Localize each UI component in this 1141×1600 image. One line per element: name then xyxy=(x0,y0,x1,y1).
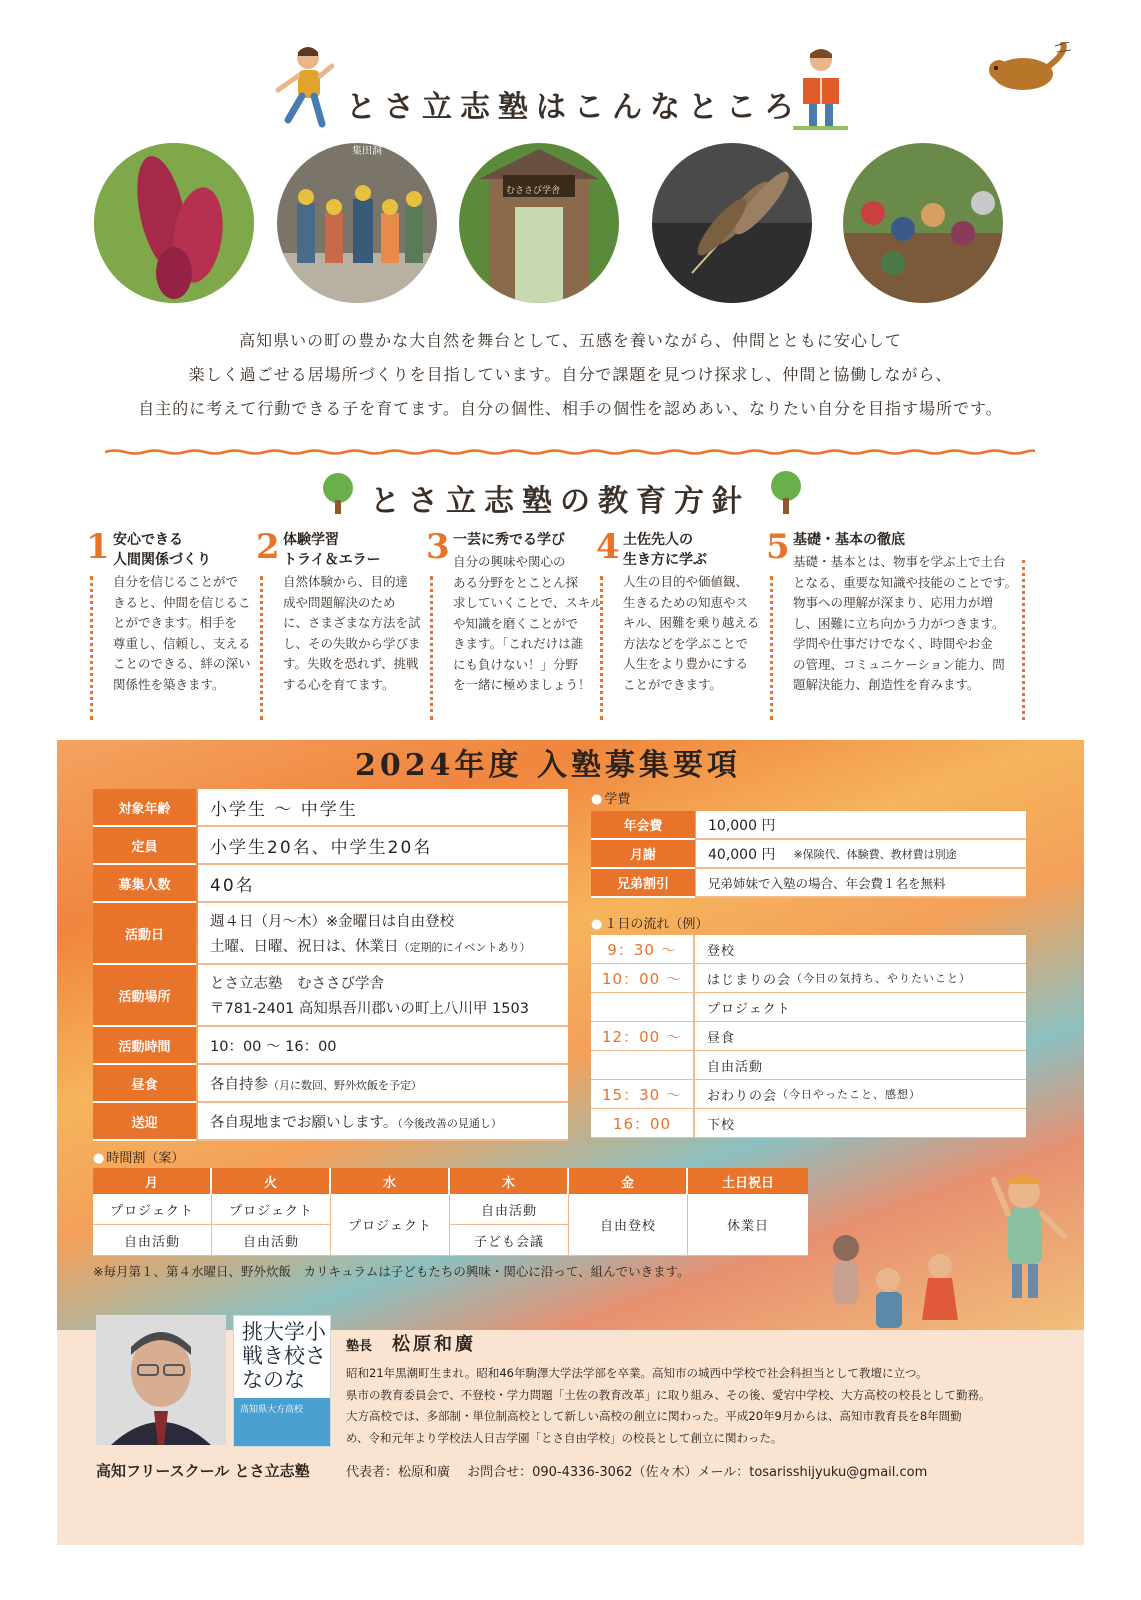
row-label-transport: 送迎 xyxy=(93,1103,196,1141)
wavy-divider xyxy=(105,449,1035,455)
row-label-openings: 募集人数 xyxy=(93,865,196,903)
policy-left-dots xyxy=(260,576,263,720)
fees-heading: ● 学費 xyxy=(591,788,630,807)
fee-value-sibling: 兄弟姉妹で入塾の場合、年会費１名を無料 xyxy=(696,869,1026,898)
flow-time: 15：30 〜 xyxy=(591,1080,695,1109)
tree-icon-left xyxy=(320,472,356,514)
photo-field-work xyxy=(843,143,1003,303)
policy-body: 自分の興味や関心の ある分野をとことん探 求していくことで、スキル や知識を磨くことがで きます。「これだけは誰 にも負けない！」分野 を一緒に極めましょう！ xyxy=(453,554,603,692)
policy-heading-line1: 安心できる xyxy=(113,532,183,548)
intro-line-3: 自主的に考えて行動できる子を育てます。自分の個性、相手の個性を認めあい、なりたい自分を目指す場所です。 xyxy=(138,399,1003,418)
book-title: 挑大学小 戦き校さ なのな xyxy=(242,1320,326,1392)
footer-contact: 代表者：松原和廣 お問合せ：090-4336-3062（佐々木）メール：tosarisshijyuku@gmail.com xyxy=(346,1465,928,1480)
policy-number: 2 xyxy=(256,527,280,567)
flow-time xyxy=(591,1051,695,1080)
tt-cell: プロジェクト xyxy=(93,1194,212,1225)
tt-cell: 子ども会議 xyxy=(450,1225,569,1256)
row-value-capacity: 小学生20名、中学生20名 xyxy=(198,827,568,865)
flow-time: 9：30 〜 xyxy=(591,935,695,964)
policy-heading-line1: 土佐先人の xyxy=(623,532,693,548)
fee-value-annual: 10,000 円 xyxy=(696,811,1026,840)
fee-label-sibling: 兄弟割引 xyxy=(591,869,695,898)
principal-bio: 昭和21年黒潮町生まれ。昭和46年駒澤大学法学部を卒業。高知市の城西中学校で社会科担当として教壇に立つ。 県市の教育委員会で、不登校・学力問題「土佐の教育改革」に取り組み、その後、愛宕中学校、大方高校の校長として勤務。 大方高校では、多部制・単位制高校として新しい高校の創立に関わった。平成20年9月からは、高知市教育長を8年間勤 め、令和元年より学校法人日吉学園「とさ自由学校」の校長として創立に関わった。 xyxy=(346,1366,991,1445)
principal-role: 塾長 xyxy=(346,1339,373,1354)
tt-head-tue: 火 xyxy=(212,1168,331,1194)
tt-head-wed: 水 xyxy=(331,1168,450,1194)
policy-body: 基礎・基本とは、物事を学ぶ上で土台 となる、重要な知識や技能のことです。 物事への理解が深まり、応用力が増 し、困難に立ち向かう力がつきます。 学問や仕事だけでなく、時間やお金 の管理、コミュニケーション能力、問 題解決能力、創造性を育みます。 xyxy=(793,554,1018,692)
timetable xyxy=(93,1168,808,1256)
row-value-age: 小学生 〜 中学生 xyxy=(198,789,568,827)
row-value-openings: 40名 xyxy=(198,865,568,903)
row-label-place: 活動場所 xyxy=(93,965,196,1027)
row-value-lunch: 各自持参（月に数回、野外炊飯を予定） xyxy=(198,1065,568,1103)
row-label-capacity: 定員 xyxy=(93,827,196,865)
tree-icon-right xyxy=(768,470,804,514)
flying-squirrel-illustration xyxy=(983,42,1073,98)
book-subtitle: 高知県大方高校 xyxy=(240,1405,304,1415)
photo-grilled-fish xyxy=(652,143,812,303)
row-label-hours: 活動時間 xyxy=(93,1027,196,1065)
recruit-title: 2024年度 入塾募集要項 xyxy=(355,748,741,783)
flow-event: はじまりの会 （今日の気持ち、やりたいこと） xyxy=(695,964,1026,993)
tt-cell: プロジェクト xyxy=(331,1194,450,1256)
row-label-age: 対象年齢 xyxy=(93,789,196,827)
fee-label-annual: 年会費 xyxy=(591,811,695,840)
policy-body: 人生の目的や価値観、 生きるための知恵やス キル、困難を乗り越える 方法などを学ぶことで 人生をより豊かにする ことができます。 xyxy=(623,574,760,692)
fee-value-monthly: 40,000 円 ※保険代、体験費、教材費は別途 xyxy=(696,840,1026,869)
policy-heading-line2: 生き方に学ぶ xyxy=(623,552,707,568)
policy-body: 自分を信じることがで きると、仲間を信じるこ とができます。相手を 尊重し、信頼し、支える ことのできる、絆の深い 関係性を築きます。 xyxy=(113,574,251,692)
tt-head-thu: 木 xyxy=(450,1168,569,1194)
principal-photo xyxy=(96,1315,226,1445)
gate-sign-text: むささび学舎 xyxy=(506,186,561,196)
policy-left-dots xyxy=(770,576,773,720)
policy-number: 1 xyxy=(86,527,110,567)
header-reader-illustration xyxy=(793,44,848,132)
policy-left-dots xyxy=(90,576,93,720)
policy-body: 自然体験から、目的達 成や問題解決のため に、さまざまな方法を試 し、その失敗から学びま す。失敗を恐れず、挑戦 する心を育てます。 xyxy=(283,574,421,692)
photo-school-gate xyxy=(459,143,619,303)
policy-heading-line2: 人間関係づくり xyxy=(113,552,211,568)
page-title: とさ立志塾はこんなところ xyxy=(346,90,802,125)
flow-event: プロジェクト xyxy=(695,993,1026,1022)
flow-event: 登校 xyxy=(695,935,1026,964)
row-value-transport: 各自現地までお願いします。（今後改善の見通し） xyxy=(198,1103,568,1141)
tt-cell: 自由活動 xyxy=(93,1225,212,1256)
policy-left-dots xyxy=(430,576,433,720)
flow-heading: ● １日の流れ（例） xyxy=(591,913,708,932)
tt-cell: 自由登校 xyxy=(569,1194,688,1256)
tt-cell: 自由活動 xyxy=(212,1225,331,1256)
tt-head-fri: 金 xyxy=(569,1168,688,1194)
intro-line-1: 高知県いの町の豊かな大自然を舞台として、五感を養いながら、仲間とともに安心して xyxy=(239,331,902,350)
principal-name: 松原和廣 xyxy=(392,1334,476,1355)
flow-event: 昼食 xyxy=(695,1022,1026,1051)
policy-left-dots xyxy=(600,576,603,720)
fee-label-monthly: 月謝 xyxy=(591,840,695,869)
flow-time: 10：00 〜 xyxy=(591,964,695,993)
policy-number: 5 xyxy=(766,527,790,567)
row-label-lunch: 昼食 xyxy=(93,1065,196,1103)
flow-time: 16：00 xyxy=(591,1109,695,1138)
row-value-hours: 10：00 〜 16：00 xyxy=(198,1027,568,1065)
book-cover xyxy=(233,1315,331,1447)
tt-cell: 自由活動 xyxy=(450,1194,569,1225)
timetable-heading: ● 時間割（案） xyxy=(93,1147,184,1166)
tt-head-mon: 月 xyxy=(93,1168,212,1194)
photo-sweet-potatoes xyxy=(94,143,254,303)
policy-heading-line1: 基礎・基本の徹底 xyxy=(793,532,905,548)
row-label-days: 活動日 xyxy=(93,903,196,965)
policy-number: 3 xyxy=(426,527,450,567)
policy-title: とさ立志塾の教育方針 xyxy=(370,484,750,519)
flow-event: 自由活動 xyxy=(695,1051,1026,1080)
row-value-days: 週４日（月〜木）※金曜日は自由登校 土曜、日曜、祝日は、休業日（定期的にイベントあり） xyxy=(198,903,568,965)
timetable-note: ※毎月第１、第４水曜日、野外炊飯 カリキュラムは子どもたちの興味・関心に沿って、組んでいきます。 xyxy=(93,1264,690,1279)
policy-heading-line2: トライ＆エラー xyxy=(283,552,381,568)
policy-number: 4 xyxy=(596,527,620,567)
footer-school-name: 高知フリースクール とさ立志塾 xyxy=(96,1462,310,1480)
policy-heading-line1: 体験学習 xyxy=(283,532,339,548)
flow-time xyxy=(591,993,695,1022)
tt-cell: 休業日 xyxy=(688,1194,808,1256)
header-runner-illustration xyxy=(272,40,334,132)
photo-cave-caption: 集田洞 xyxy=(352,146,382,157)
intro-line-2: 楽しく過ごせる居場所づくりを目指しています。自分で課題を見つけ探求し、仲間と協働しながら、 xyxy=(188,365,953,384)
flow-time: 12：00 〜 xyxy=(591,1022,695,1051)
children-illustration xyxy=(828,1170,1078,1340)
tt-cell: プロジェクト xyxy=(212,1194,331,1225)
photo-group-cave xyxy=(277,143,437,303)
flow-event: 下校 xyxy=(695,1109,1026,1138)
policy-right-dots xyxy=(1022,560,1025,720)
flow-event: おわりの会 （今日やったこと、感想） xyxy=(695,1080,1026,1109)
tt-head-weekend: 土日祝日 xyxy=(688,1168,808,1194)
row-value-place: とさ立志塾 むささび学舎 〒781-2401 高知県吾川郡いの町上八川甲 1503 xyxy=(198,965,568,1027)
policy-heading-line1: 一芸に秀でる学び xyxy=(453,532,565,548)
